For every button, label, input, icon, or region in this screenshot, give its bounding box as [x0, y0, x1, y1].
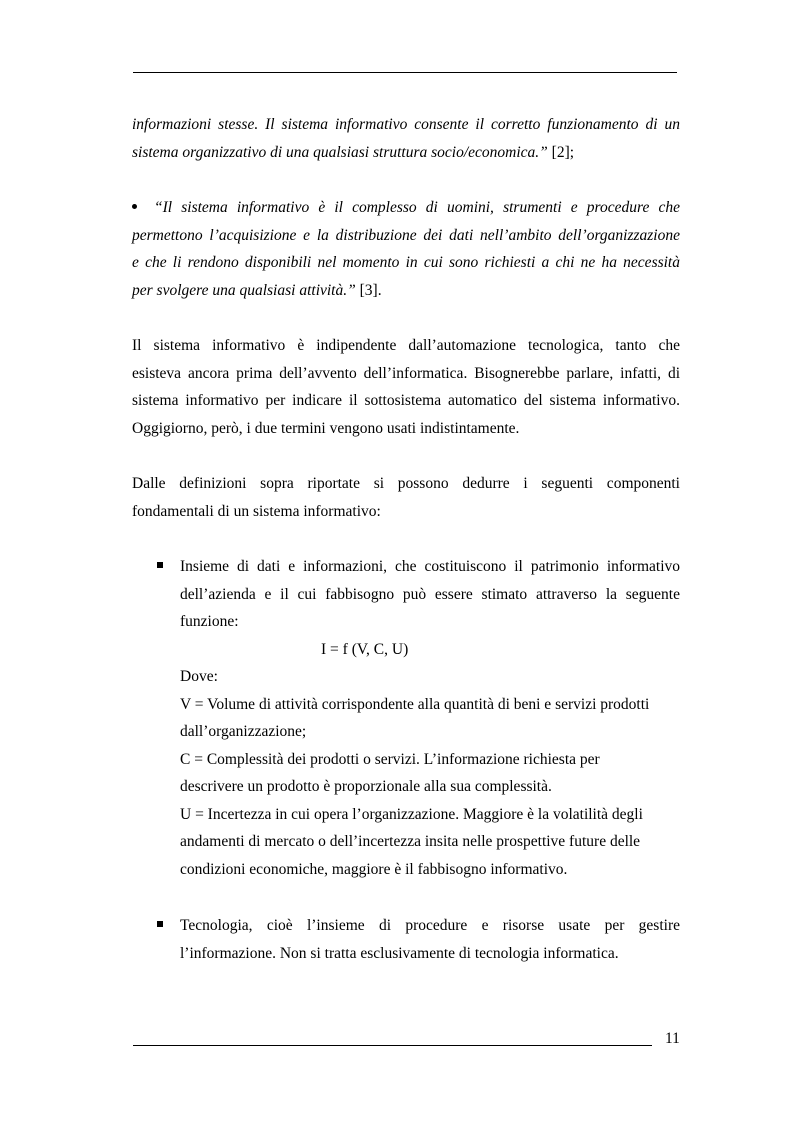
header-rule — [133, 72, 677, 73]
text-line: sistema informativo per indicare il sottosistema automatico del sistema informativo. — [132, 392, 680, 409]
text-line: Tecnologia, cioè l’insieme di procedure e risorse usate per gestire — [180, 917, 680, 934]
footer-rule — [133, 1045, 652, 1046]
text-line: e che li rendono disponibili nel momento in cui sono richiesti a chi ne ha necessità — [132, 254, 680, 271]
text-line — [132, 194, 680, 222]
text-line: fondamentali di un sistema informativo: — [132, 502, 381, 520]
quote-text: “Il sistema informativo è il complesso di uomini, strumenti e procedure che — [154, 199, 680, 216]
definition-v: V = Volume di attività corrispondente alla quantità di beni e servizi prodotti — [180, 695, 650, 713]
list-item-data — [180, 553, 680, 883]
square-bullet-icon — [157, 921, 163, 927]
text-line: funzione: — [180, 613, 239, 630]
paragraph-definition-2-end — [132, 111, 680, 166]
text-line: permettono l’acquisizione e la distribuzione dei dati nell’ambito dell’organizzazione — [132, 226, 680, 244]
reference: [2]; — [547, 143, 575, 161]
paragraph-automation — [132, 332, 680, 442]
definition-c: C = Complessità dei prodotti o servizi. L’informazione richiesta per — [180, 750, 600, 768]
reference: [3]. — [355, 281, 382, 299]
list-item-technology — [180, 912, 680, 967]
text-line: Dalle definizioni sopra riportate si possono dedurre i seguenti componenti — [132, 475, 680, 492]
text-line: descrivere un prodotto è proporzionale alla sua complessità. — [180, 778, 552, 795]
square-bullet-icon — [157, 562, 163, 568]
text-line: dell’azienda e il cui fabbisogno può essere stimato attraverso la seguente — [180, 585, 680, 603]
text-line: Dove: — [180, 668, 218, 685]
text-line: condizioni economiche, maggiore è il fabbisogno informativo. — [180, 860, 568, 878]
quote-text: per svolgere una qualsiasi attività.” — [132, 281, 356, 299]
text-line: esisteva ancora prima dell’avvento dell’informatica. Bisognerebbe parlare, infatti, di — [132, 364, 680, 382]
page-number: 11 — [665, 1030, 680, 1047]
formula: I = f (V, C, U) — [321, 640, 409, 658]
text-line: Insieme di dati e informazioni, che costituiscono il patrimonio informativo — [180, 558, 680, 575]
quote-text: sistema organizzativo di una qualsiasi struttura socio/economica.” — [132, 143, 548, 161]
paragraph-definition-3 — [132, 194, 680, 304]
text-line — [132, 139, 680, 167]
text-line: Il sistema informativo è indipendente dall’automazione tecnologica, tanto che — [132, 337, 680, 354]
text-line: informazioni stesse. Il sistema informativo consente il corretto funzionamento di un — [132, 116, 680, 133]
bullet-dot-icon — [132, 204, 137, 209]
text-line: andamenti di mercato o dell’incertezza insita nelle prospettive future delle — [180, 833, 641, 850]
definition-u: U = Incertezza in cui opera l’organizzazione. Maggiore è la volatilità degli — [180, 805, 643, 823]
text-line — [132, 277, 680, 305]
paragraph-components-intro — [132, 470, 680, 525]
text-line: Oggigiorno, però, i due termini vengono usati indistintamente. — [132, 419, 520, 437]
text-line: dall’organizzazione; — [180, 723, 307, 740]
text-line: l’informazione. Non si tratta esclusivamente di tecnologia informatica. — [180, 944, 619, 962]
